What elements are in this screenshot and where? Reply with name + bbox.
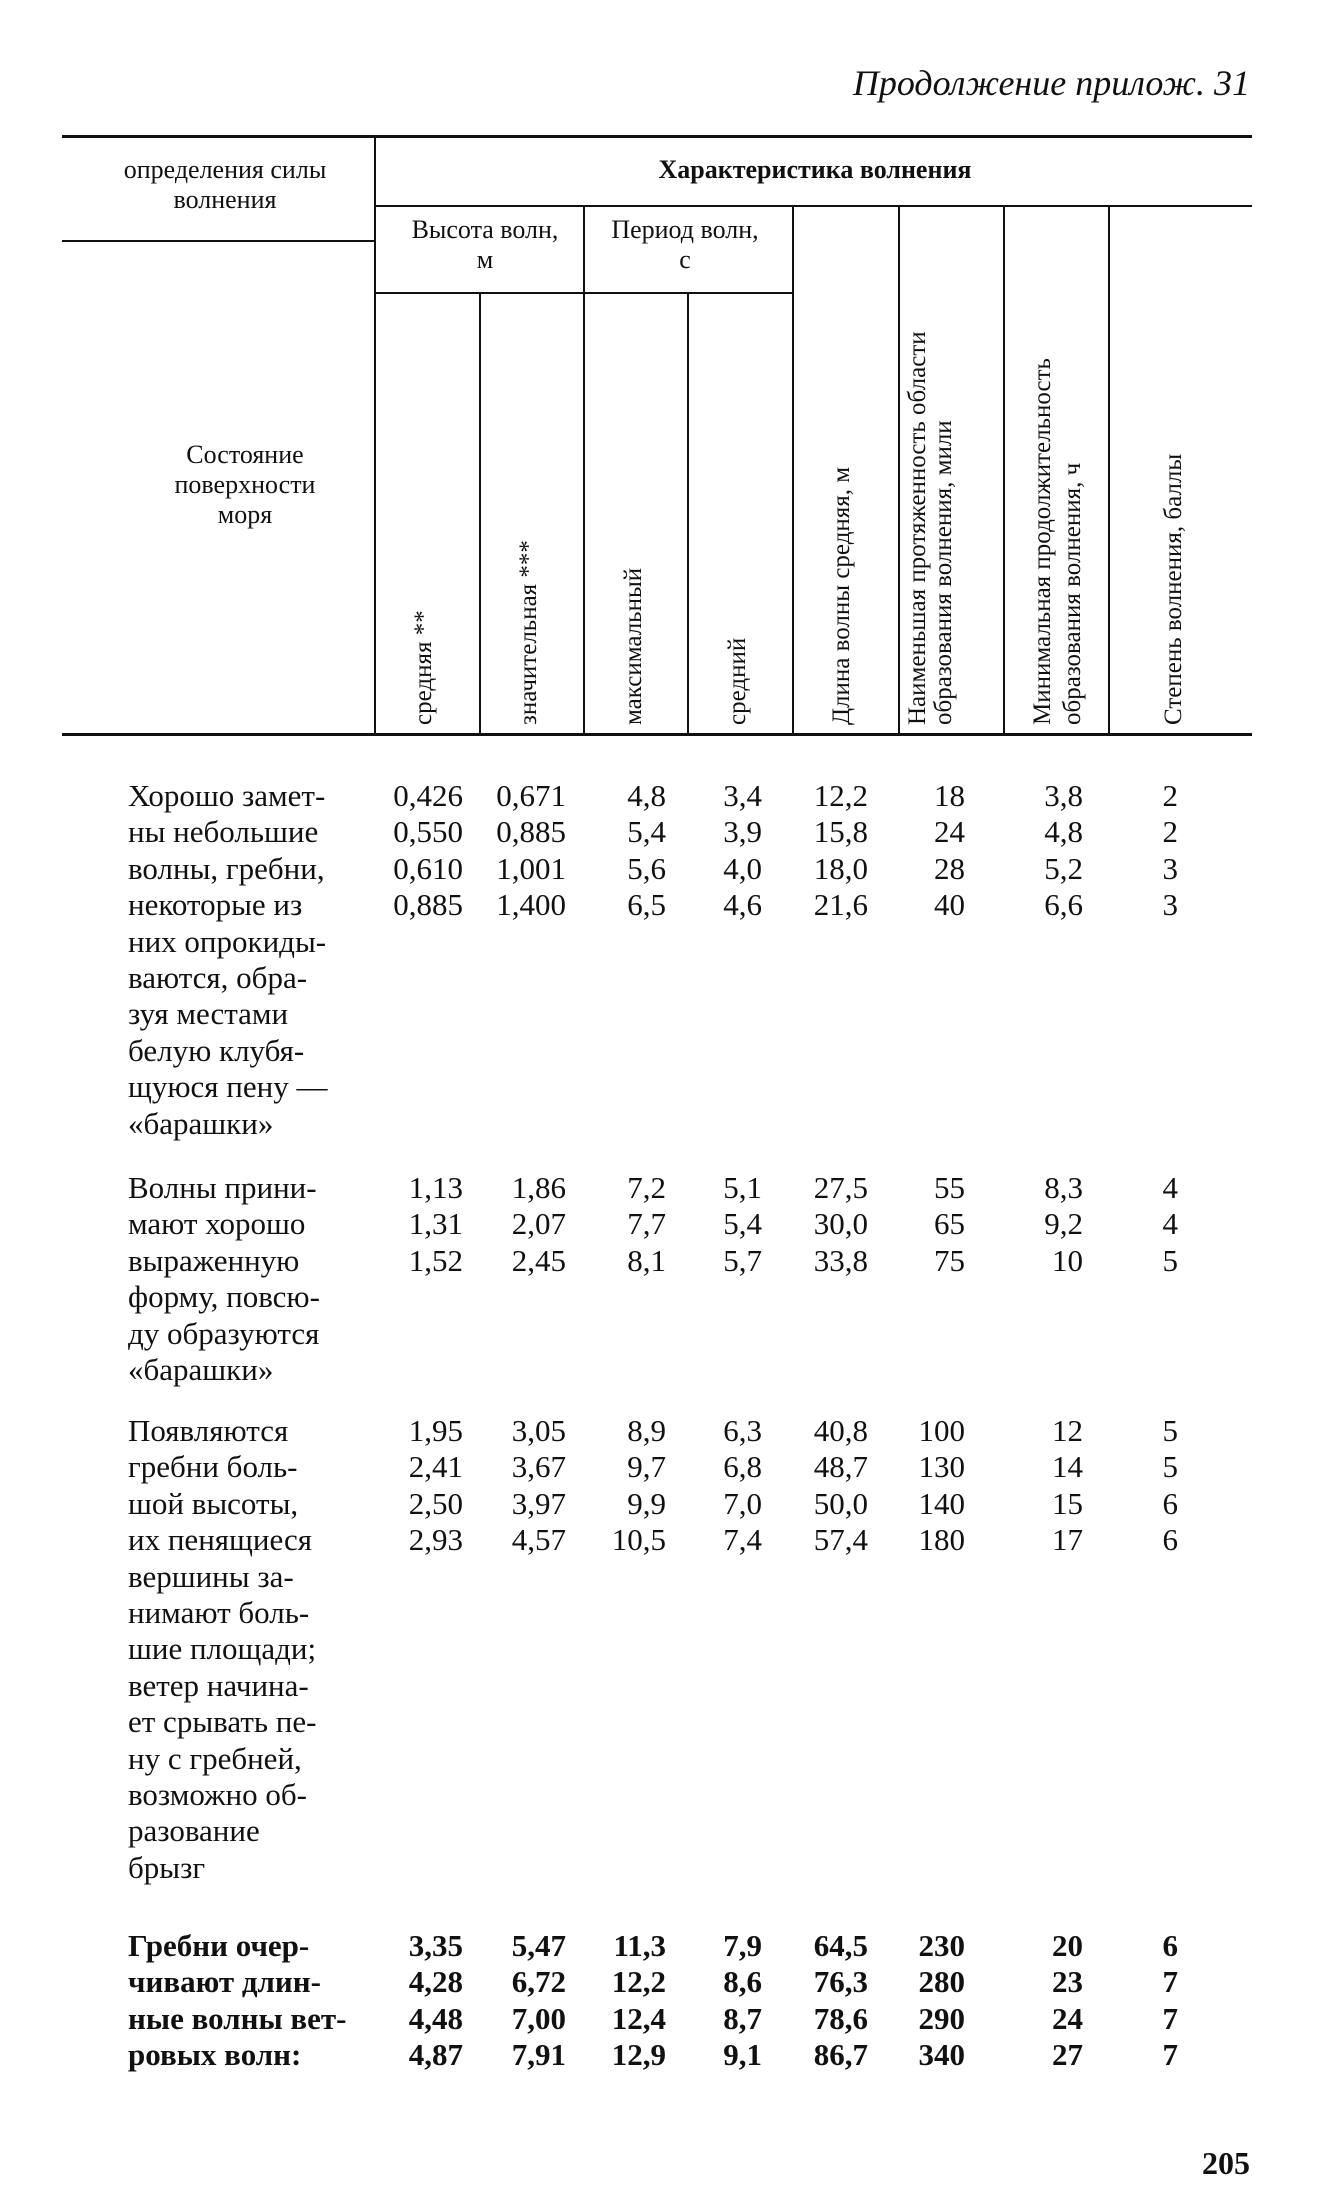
duration-cell: 23 [1052, 1964, 1083, 2000]
degree-cell: 4 [1162, 1206, 1178, 1242]
avg-period-cell: 5,1 [723, 1170, 762, 1205]
significant-height-cell: 1,86 [511, 1170, 566, 1205]
wave-length-cell: 48,7 [813, 1449, 868, 1485]
degree-cell: 7 [1162, 2000, 1178, 2036]
avg-height-cell: 0,885 [393, 887, 463, 923]
degree-cell: 4 [1162, 1170, 1178, 1205]
fetch-cell: 55 [934, 1170, 965, 1205]
duration-cell: 24 [1052, 2000, 1083, 2036]
fetch-cell: 75 [934, 1242, 965, 1278]
wave-length-cell: 50,0 [813, 1485, 868, 1521]
significant-height-cell: 1,001 [496, 850, 566, 886]
degree-cell: 2 [1162, 814, 1178, 850]
duration-cell: 27 [1052, 2037, 1083, 2073]
avg-height-cell: 2,93 [408, 1522, 463, 1558]
description-line: разование [128, 1813, 260, 1849]
page-number: 205 [1202, 2145, 1250, 2181]
max-period-cell: 11,3 [613, 1928, 666, 1963]
wave-length-cell: 27,5 [813, 1170, 868, 1205]
significant-height-cell: 0,885 [496, 814, 566, 850]
significant-height-cell: 0,671 [496, 778, 566, 813]
description-line: нимают боль- [128, 1595, 310, 1631]
fetch-cell: 28 [934, 850, 965, 886]
description-line: гребни боль- [128, 1449, 298, 1485]
description-line: ные волны вет- [128, 2000, 347, 2036]
max-period-cell: 5,4 [627, 814, 666, 850]
height-group-header: Высота волн, м [411, 215, 559, 274]
wave-length-cell: 86,7 [813, 2037, 868, 2073]
degree-cell: 5 [1162, 1449, 1178, 1485]
significant-height-cell: 3,05 [511, 1413, 566, 1448]
fetch-header-text: Наименьшая протяженность области образования волнения, мили [904, 331, 957, 725]
degree-cell: 6 [1162, 1485, 1178, 1521]
sea-state-description [128, 778, 366, 1142]
max-period-cell: 12,4 [611, 2000, 666, 2036]
degree-header: Степень волнения, баллы [1160, 453, 1187, 725]
description-line: «барашки» [128, 1352, 274, 1388]
description-line: Появляются [128, 1413, 289, 1448]
avg-height-cell: 3,35 [408, 1928, 463, 1963]
wave-length-cell: 12,2 [813, 778, 868, 813]
col-divider [792, 207, 794, 733]
description-line: ветер начина- [128, 1667, 309, 1703]
significant-height-cell: 3,67 [511, 1449, 566, 1485]
avg-height-cell: 4,87 [408, 2037, 463, 2073]
significant-height-cell: 7,00 [511, 2000, 566, 2036]
avg-period-cell: 9,1 [723, 2037, 762, 2073]
significant-height-cell: 4,57 [511, 1522, 566, 1558]
avg-height-cell: 1,13 [408, 1170, 463, 1205]
fetch-cell: 290 [918, 2000, 965, 2036]
col-divider [1003, 207, 1005, 733]
wave-length-cell: 21,6 [813, 887, 868, 923]
max-period-cell: 10,5 [611, 1522, 666, 1558]
avg-height-cell: 0,426 [393, 778, 463, 813]
sea-state-description [128, 1413, 366, 1886]
degree-cell: 7 [1162, 1964, 1178, 2000]
description-line: шие площади; [128, 1631, 317, 1667]
description-line: форму, повсю- [128, 1279, 320, 1315]
wave-length-cell: 40,8 [813, 1413, 868, 1448]
description-line: Волны прини- [128, 1170, 317, 1205]
avg-period-cell: 3,4 [723, 778, 762, 813]
avg-height-cell: 2,50 [408, 1485, 463, 1521]
avg-height-cell: 0,610 [393, 850, 463, 886]
duration-cell: 17 [1052, 1522, 1083, 1558]
duration-cell: 8,3 [1044, 1170, 1083, 1205]
col-divider [479, 292, 481, 733]
description-line: белую клубя- [128, 1032, 305, 1068]
avg-height-cell: 0,550 [393, 814, 463, 850]
wave-length-cell: 15,8 [813, 814, 868, 850]
wave-length-cell: 30,0 [813, 1206, 868, 1242]
significant-height-cell: 2,07 [511, 1206, 566, 1242]
duration-cell: 12 [1052, 1413, 1083, 1448]
max-period-cell: 4,8 [627, 778, 666, 813]
fetch-cell: 130 [918, 1449, 965, 1485]
description-line: ет срывать пе- [128, 1704, 317, 1740]
avg-period-cell: 3,9 [723, 814, 762, 850]
significant-height-cell: 5,47 [511, 1928, 566, 1963]
avg-period-cell: 6,8 [723, 1449, 762, 1485]
avg-period-cell: 8,7 [723, 2000, 762, 2036]
max-period-cell: 6,5 [627, 887, 666, 923]
avg-height-cell: 4,48 [408, 2000, 463, 2036]
group-header-rule [374, 205, 1252, 207]
description-line: ду образуются [128, 1315, 320, 1351]
description-line: ну с гребней, [128, 1740, 302, 1776]
duration-cell: 5,2 [1044, 850, 1083, 886]
description-line: шой высоты, [128, 1485, 299, 1521]
description-line: волны, гребни, [128, 850, 325, 886]
max-period-cell: 12,9 [611, 2037, 666, 2073]
fetch-cell: 230 [918, 1928, 965, 1963]
degree-cell: 6 [1162, 1522, 1178, 1558]
duration-cell: 9,2 [1044, 1206, 1083, 1242]
avg-period-cell: 7,9 [723, 1928, 762, 1963]
description-line: них опрокиды- [128, 923, 327, 959]
wave-length-cell: 57,4 [813, 1522, 868, 1558]
max-period-cell: 12,2 [611, 1964, 666, 2000]
description-line: чивают длин- [128, 1964, 321, 2000]
fetch-cell: 100 [918, 1413, 965, 1448]
description-line: выраженную [128, 1242, 300, 1278]
avg-period-cell: 5,7 [723, 1242, 762, 1278]
max-period-cell: 9,7 [627, 1449, 666, 1485]
col-divider [898, 207, 900, 733]
fetch-cell: 140 [918, 1485, 965, 1521]
duration-cell: 15 [1052, 1485, 1083, 1521]
col0-top-header: определения силы волнения [123, 155, 327, 214]
wave-length-cell: 78,6 [813, 2000, 868, 2036]
wave-length-cell: 33,8 [813, 1242, 868, 1278]
duration-cell: 20 [1052, 1928, 1083, 1963]
wave-length-header: Длина волны средняя, м [828, 466, 855, 725]
col0-header-rule [62, 240, 374, 242]
duration-cell: 4,8 [1044, 814, 1083, 850]
sea-state-description [128, 1170, 366, 1388]
avg-height-cell: 1,31 [408, 1206, 463, 1242]
avg-height-cell: 1,95 [408, 1413, 463, 1448]
degree-cell: 2 [1162, 778, 1178, 813]
max-period-cell: 8,9 [627, 1413, 666, 1448]
duration-header-text: Минимальная продолжительность образования волнения, ч [1029, 358, 1086, 725]
max-period-cell: 5,6 [627, 850, 666, 886]
significant-height-cell: 3,97 [511, 1485, 566, 1521]
significant-height-cell: 7,91 [511, 2037, 566, 2073]
description-line: ровых волн: [128, 2037, 302, 2073]
col-divider [583, 207, 585, 733]
avg-height-cell: 1,52 [408, 1242, 463, 1278]
fetch-cell: 24 [934, 814, 965, 850]
table-top-rule [62, 135, 1252, 138]
description-line: мают хорошо [128, 1206, 306, 1242]
avg-period-cell: 7,0 [723, 1485, 762, 1521]
characteristics-group-header: Характеристика волнения [658, 155, 972, 184]
max-period-cell: 7,7 [627, 1206, 666, 1242]
degree-cell: 5 [1162, 1413, 1178, 1448]
description-line: Хорошо замет- [128, 778, 326, 813]
avg-period-cell: 4,6 [723, 887, 762, 923]
avg-period-cell: 8,6 [723, 1964, 762, 2000]
avg-period-cell: 4,0 [723, 850, 762, 886]
description-line: ны небольшие [128, 814, 319, 850]
duration-cell: 14 [1052, 1449, 1083, 1485]
col0-bottom-header: Состояние поверхности моря [174, 440, 316, 529]
duration-cell: 3,8 [1044, 778, 1083, 813]
max-period-cell: 9,9 [627, 1485, 666, 1521]
avg-period-cell: 6,3 [723, 1413, 762, 1448]
degree-cell: 7 [1162, 2037, 1178, 2073]
degree-cell: 3 [1162, 850, 1178, 886]
significant-height-cell: 1,400 [496, 887, 566, 923]
avg-period-cell: 5,4 [723, 1206, 762, 1242]
significant-height-header: значительная *** [515, 540, 542, 725]
wave-length-cell: 18,0 [813, 850, 868, 886]
significant-height-cell: 2,45 [511, 1242, 566, 1278]
description-line: «барашки» [128, 1105, 274, 1141]
degree-cell: 5 [1162, 1242, 1178, 1278]
duration-cell: 10 [1052, 1242, 1083, 1278]
col-divider [374, 137, 376, 733]
avg-height-cell: 4,28 [408, 1964, 463, 2000]
degree-cell: 3 [1162, 887, 1178, 923]
max-period-cell: 7,2 [627, 1170, 666, 1205]
fetch-cell: 340 [918, 2037, 965, 2073]
wave-length-cell: 64,5 [813, 1928, 868, 1963]
max-period-header: максимальный [620, 567, 647, 725]
fetch-cell: 280 [918, 1964, 965, 2000]
description-line: вершины за- [128, 1558, 294, 1594]
fetch-cell: 18 [934, 778, 965, 813]
description-line: возможно об- [128, 1777, 307, 1813]
col-divider [1108, 207, 1110, 733]
col-divider [687, 292, 689, 733]
max-period-cell: 8,1 [627, 1242, 666, 1278]
sea-state-description [128, 1928, 366, 2074]
wave-length-cell: 76,3 [813, 1964, 868, 2000]
avg-period-cell: 7,4 [723, 1522, 762, 1558]
table-header-bottom-rule [62, 733, 1252, 736]
description-line: щуюся пену — [128, 1069, 328, 1105]
fetch-cell: 40 [934, 887, 965, 923]
duration-cell: 6,6 [1044, 887, 1083, 923]
description-line: ваются, обра- [128, 960, 308, 996]
description-line: Гребни очер- [128, 1928, 310, 1963]
degree-cell: 6 [1162, 1928, 1178, 1963]
description-line: некоторые из [128, 887, 303, 923]
description-line: их пенящиеся [128, 1522, 313, 1558]
fetch-cell: 180 [918, 1522, 965, 1558]
period-group-header: Период волн, с [611, 215, 759, 274]
fetch-cell: 65 [934, 1206, 965, 1242]
avg-height-cell: 2,41 [408, 1449, 463, 1485]
description-line: зуя местами [128, 996, 289, 1032]
significant-height-cell: 6,72 [511, 1964, 566, 2000]
avg-height-header: средняя ** [410, 610, 437, 725]
description-line: брызг [128, 1849, 206, 1885]
fetch-header [905, 235, 957, 725]
duration-header [1028, 235, 1088, 725]
running-head: Продолжение прилож. 31 [852, 63, 1250, 103]
avg-period-header: средний [724, 637, 751, 725]
